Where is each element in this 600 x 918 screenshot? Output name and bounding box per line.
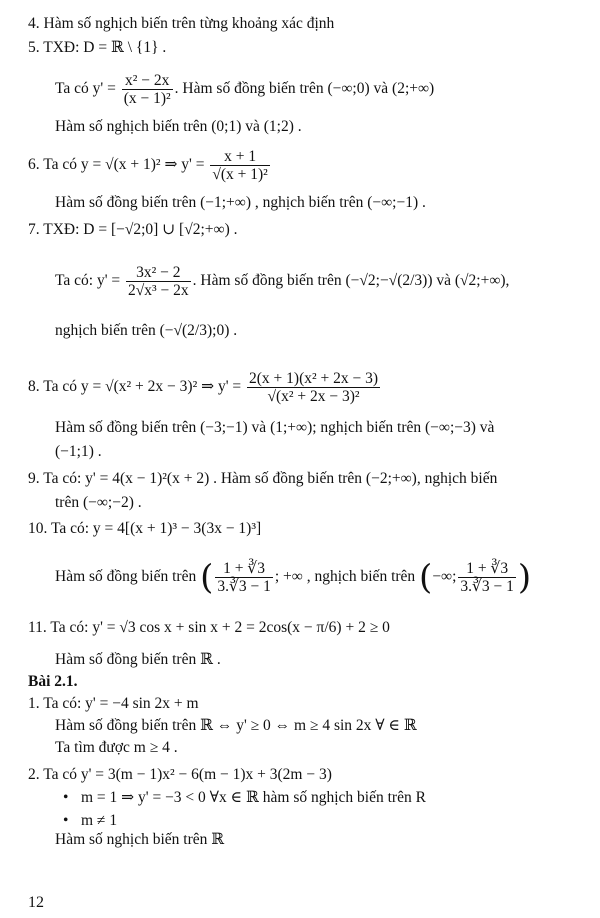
item-7-domain: 7. TXĐ: D = [−√2;0] ∪ [√2;+∞) . <box>28 221 238 238</box>
item-7-derivative: Ta có: y' = $\frac{\text{3x² − 2}}{\text{2√x³ − 2x}}$ . Hàm số đồng biến trên (−√2;−√(2/3)) và (√2;+∞), <box>55 264 510 299</box>
item-11-conclusion: Hàm số đồng biến trên ℝ . <box>55 651 221 668</box>
exercise-2-conclusion: Hàm số nghịch biến trên ℝ <box>55 831 225 848</box>
bullet-icon: • <box>63 812 69 829</box>
fraction: $\frac{\text{2(x + 1)(x² + 2x − 3)}}{\text{√(x² + 2x − 3)²}}$ <box>249 370 379 405</box>
item-10-function: 10. Ta có: y = 4[(x + 1)³ − 3(3x − 1)³] <box>28 520 262 537</box>
item-8-derivative: 8. Ta có y = √(x² + 2x − 3)² ⇒ y' = $\frac{\text{2(x + 1)(x² + 2x − 3)}}{\text{√(x² + 2x − 3)²}}$ <box>28 370 379 405</box>
item-8-monotonic: Hàm số đồng biến trên (−3;−1) và (1;+∞); nghịch biến trên (−∞;−3) và <box>55 419 495 436</box>
item-9-derivative: 9. Ta có: y' = 4(x − 1)²(x + 2) . Hàm số đồng biến trên (−2;+∞), nghịch biến <box>28 470 498 487</box>
bullet-icon: • <box>63 789 69 806</box>
item-9-decreasing: trên (−∞;−2) . <box>55 494 142 511</box>
item-7-decreasing: nghịch biến trên (−√(2/3);0) . <box>55 322 238 339</box>
item-6-derivative: 6. Ta có y = √(x + 1)² ⇒ y' = $\frac{x + 1}{\text{√(x + 1)²}}$ <box>28 148 268 183</box>
item-10-monotonic: Hàm số đồng biến trên ( $\frac{1 + ∛3}{3.∛3 - 1}$ ; +∞ , nghịch biến trên (−∞; $\frac{1 + ∛3}{3.∛3 - 1}$ ) <box>55 557 532 598</box>
item-6-monotonic: Hàm số đồng biến trên (−1;+∞) , nghịch biến trên (−∞;−1) . <box>55 194 426 211</box>
exercise-heading: Bài 2.1. <box>28 673 78 690</box>
item-8-interval: (−1;1) . <box>55 443 102 460</box>
exercise-2-derivative: 2. Ta có y' = 3(m − 1)x² − 6(m − 1)x + 3(2m − 3) <box>28 766 332 783</box>
fraction: $\frac{\text{3x² − 2}}{\text{2√x³ − 2x}}$ <box>128 264 189 299</box>
exercise-1-derivative: 1. Ta có: y' = −4 sin 2x + m <box>28 695 199 712</box>
fraction: $\frac{1 + ∛3}{3.∛3 - 1}$ <box>217 560 271 595</box>
exercise-2-case-1: • m = 1 ⇒ y' = −3 < 0 ∀x ∈ ℝ hàm số nghịch biến trên R <box>63 789 426 806</box>
fraction: $\frac{\text{x² − 2x}}{\text{(x − 1)²}}$ <box>123 72 171 107</box>
fraction: $\frac{1 + ∛3}{3.∛3 - 1}$ <box>460 560 514 595</box>
item-5-domain: 5. TXĐ: D = ℝ \ {1} . <box>28 39 167 56</box>
page-number: 12 <box>28 894 44 911</box>
item-11-derivative: 11. Ta có: y' = √3 cos x + sin x + 2 = 2cos(x − π/6) + 2 ≥ 0 <box>28 619 390 636</box>
exercise-2-case-2: • m ≠ 1 <box>63 812 118 829</box>
exercise-1-result: Ta tìm được m ≥ 4 . <box>55 739 178 756</box>
item-5-derivative: Ta có y' = $\frac{\text{x² − 2x}}{\text{(x − 1)²}}$ . Hàm số đồng biến trên (−∞;0) và (2;+∞) <box>55 72 435 107</box>
fraction: $\frac{x + 1}{\text{√(x + 1)²}}$ <box>212 148 268 183</box>
item-5-decreasing: Hàm số nghịch biến trên (0;1) và (1;2) . <box>55 118 302 135</box>
item-4: 4. Hàm số nghịch biến trên từng khoảng xác định <box>28 15 335 32</box>
exercise-1-condition: Hàm số đồng biến trên ℝ ⇔ y' ≥ 0 ⇔ m ≥ 4 sin 2x ∀ ∈ ℝ <box>55 717 417 734</box>
